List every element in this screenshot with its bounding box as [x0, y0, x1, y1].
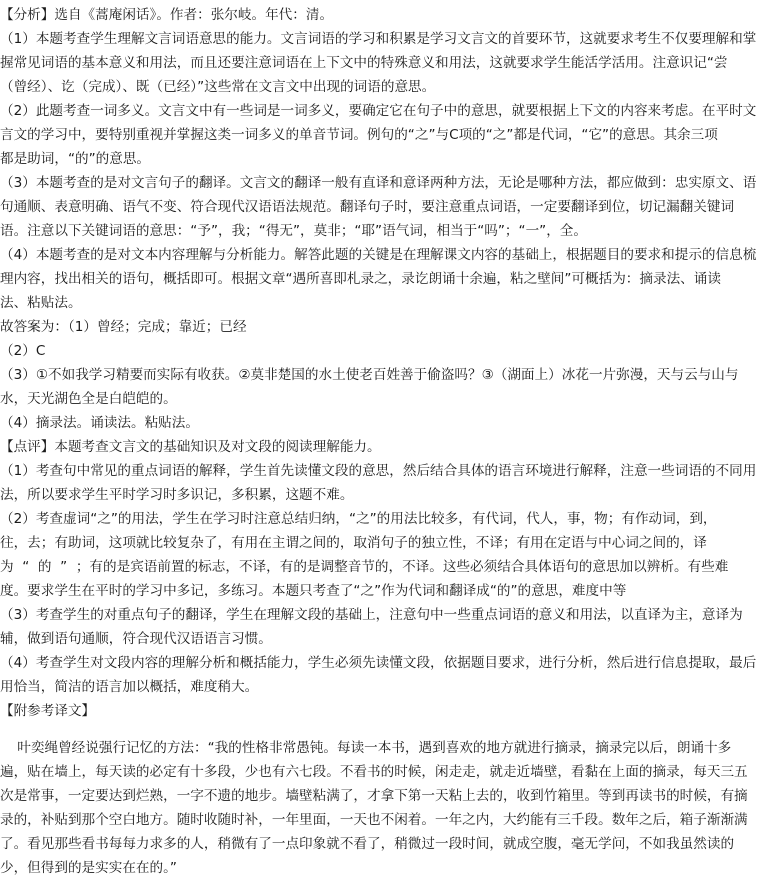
text-line: 法，所以要求学生平时学习时多识记，多积累，这题不难。	[0, 487, 354, 503]
text-line: （3）本题考查的是对文言句子的翻译。文言文的翻译一般有直译和意译两种方法，无论是哪种方法，都应做到：忠实原文、语	[0, 175, 757, 191]
text-line: 理内容，找出相关的语句，概括即可。根据文章“遇所喜即札录之，录讫朗诵十余遍，粘之壁间”可概括为：摘录法、诵读	[0, 271, 721, 287]
text-line: （4）本题考查的是对文本内容理解与分析能力。解答此题的关键是在理解课文内容的基础上，根据题目的要求和提示的信息梳	[0, 247, 757, 263]
text-line: 用恰当，简洁的语言加以概括，难度稍大。	[0, 679, 259, 695]
answer-line: （3）①不如我学习精要而实际有收获。②莫非楚国的水土使老百姓善于偷盗吗？③（湖面上）冰花一片弥漫，天与云与山与	[0, 367, 739, 383]
answer-line: 故答案为：（1）曾经；完成；靠近；已经	[0, 319, 247, 335]
translation-line: 少，但得到的是实实在在的。”	[0, 860, 177, 876]
translation-line: 录的，补贴到那个空白地方。随时收随时补，一年里面，一天也不闲着。一年之内，大约能有三千段。数年之后，箱子渐渐满	[0, 812, 748, 828]
answer-line: （2）C	[0, 343, 46, 359]
translation-line: 了。看见那些看书每每力求多的人，稍微有了一点印象就不看了，稍微过一段时间，就成空腹，毫无学问，不如我虽然读的	[0, 836, 735, 852]
text-line: 都是助词，“的”的意思。	[0, 151, 151, 167]
comment-heading: 【点评】本题考查文言文的基础知识及对文段的阅读理解能力。	[0, 439, 381, 455]
text-line: （曾经）、讫（完成）、既（已经）”这些常在文言文中出现的词语的意思。	[0, 79, 436, 95]
analysis-heading: 【分析】选自《蒿庵闲话》。作者：张尔岐。年代：清。	[0, 7, 334, 23]
translation-line: 遍，贴在墙上，每天读的必定有十多段，少也有六七段。不看书的时候，闲走走，就走近墙壁，看黏在上面的摘录，每天三五	[0, 764, 748, 780]
text-line: 辅，做到语句通顺，符合现代汉语语言习惯。	[0, 631, 272, 647]
text-line: 度。要求学生在平时的学习中多记，多练习。本题只考查了“之”作为代词和翻译成“的”的意思，难度中等	[0, 583, 627, 599]
text-line: 往，去；有助词，这项就比较复杂了，有用在主谓之间的，取消句子的独立性，不译；有用在定语与中心词之间的，译	[0, 535, 707, 551]
text-line: 语。注意以下关键词语的意思：“予”，我；“得无”，莫非；“耶”语气词，相当于“吗”；“一”，全。	[0, 223, 587, 239]
text-line: （1）考查句中常见的重点词语的解释，学生首先读懂文段的意思，然后结合具体的语言环境进行解释，注意一些词语的不同用	[0, 463, 757, 479]
text-line: （4）考查学生对文段内容的理解分析和概括能力，学生必须先读懂文段，依据题目要求，进行分析，然后进行信息提取，最后	[0, 655, 757, 671]
translation-line: 叶奕绳曾经说强行记忆的方法：“我的性格非常愚钝。每读一本书，遇到喜欢的地方就进行摘录，摘录完以后，朗诵十多	[0, 740, 732, 756]
text-line: 为 “ 的 ” ；有的是宾语前置的标志，不译，有的是调整音节的，不译。这些必须结合具体语句的意思加以辨析。有些难	[0, 559, 729, 575]
text-line: 言文的学习中，要特别重视并掌握这类一词多义的单音节词。例句的“之”与C项的“之”都是代词，“它”的意思。其余三项	[0, 127, 718, 143]
text-line: （2）此题考查一词多义。文言文中有一些词是一词多义，要确定它在句子中的意思，就要根据上下文的内容来考虑。在平时文	[0, 103, 757, 119]
text-line: （1）本题考查学生理解文言词语意思的能力。文言词语的学习和积累是学习文言文的首要环节，这就要求考生不仅要理解和掌	[0, 31, 757, 47]
translation-heading: 【附参考译文】	[0, 703, 96, 719]
text-line: 握常见词语的基本意义和用法，而且还要注意词语在上下文中的特殊意义和用法，这就要求学生能活学活用。注意识记“尝	[0, 55, 728, 71]
translation-line: 次是常事，一定要达到烂熟，一字不遗的地步。墙壁粘满了，才拿下第一天粘上去的，收到竹箱里。等到再读书的时候，有摘	[0, 788, 748, 804]
text-line: 句通顺、表意明确、语气不变、符合现代汉语语法规范。翻译句子时，要注意重点词语，一定要翻译到位，切记漏翻关键词	[0, 199, 735, 215]
text-line: （3）考查学生的对重点句子的翻译，学生在理解文段的基础上，注意句中一些重点词语的意义和用法，以直译为主，意译为	[0, 607, 743, 623]
answer-line: （4）摘录法。诵读法。粘贴法。	[0, 415, 199, 431]
text-line: （2）考查虚词“之”的用法，学生在学习时注意总结归纳，“之”的用法比较多，有代词，代人，事，物；有作动词，到，	[0, 511, 717, 527]
text-line: 法、粘贴法。	[0, 295, 82, 311]
answer-line: 水，天光湖色全是白皑皑的。	[0, 391, 177, 407]
